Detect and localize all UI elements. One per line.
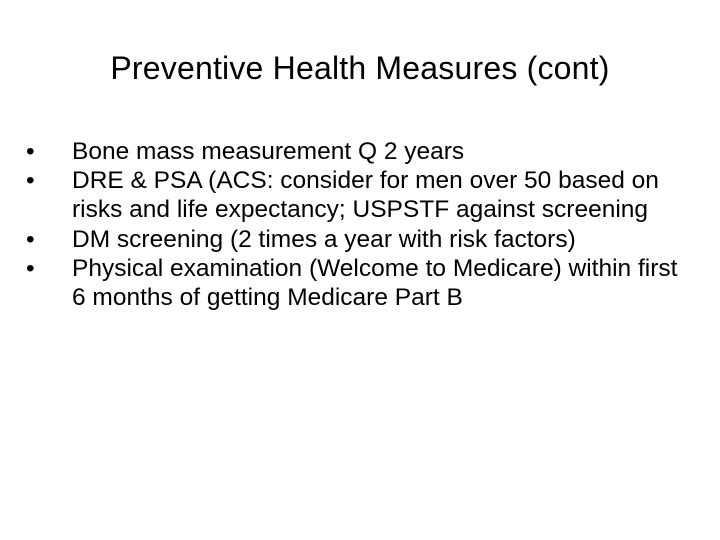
bullet-marker: • — [26, 167, 35, 195]
bullet-list — [26, 137, 696, 312]
bullet-text: Bone mass measurement Q 2 years — [72, 138, 465, 165]
bullet-marker: • — [26, 138, 35, 165]
slide-title: Preventive Health Measures (cont) — [110, 50, 610, 86]
bullet-item-physical-exam — [26, 254, 696, 312]
bullet-text: Physical examination (Welcome to Medicare) within first 6 months of getting Medicare Part B — [72, 254, 678, 312]
bullet-item-dm-screening — [26, 225, 696, 254]
bullet-text: DM screening (2 times a year with risk factors) — [72, 225, 576, 253]
bullet-text: DRE & PSA (ACS: consider for men over 50 based on risks and life expectancy; USPSTF against screening — [72, 167, 659, 224]
bullet-marker: • — [26, 225, 35, 253]
bullet-item-dre-psa — [26, 166, 696, 224]
bullet-item-bone-mass — [26, 137, 696, 166]
bullet-marker: • — [26, 254, 35, 282]
